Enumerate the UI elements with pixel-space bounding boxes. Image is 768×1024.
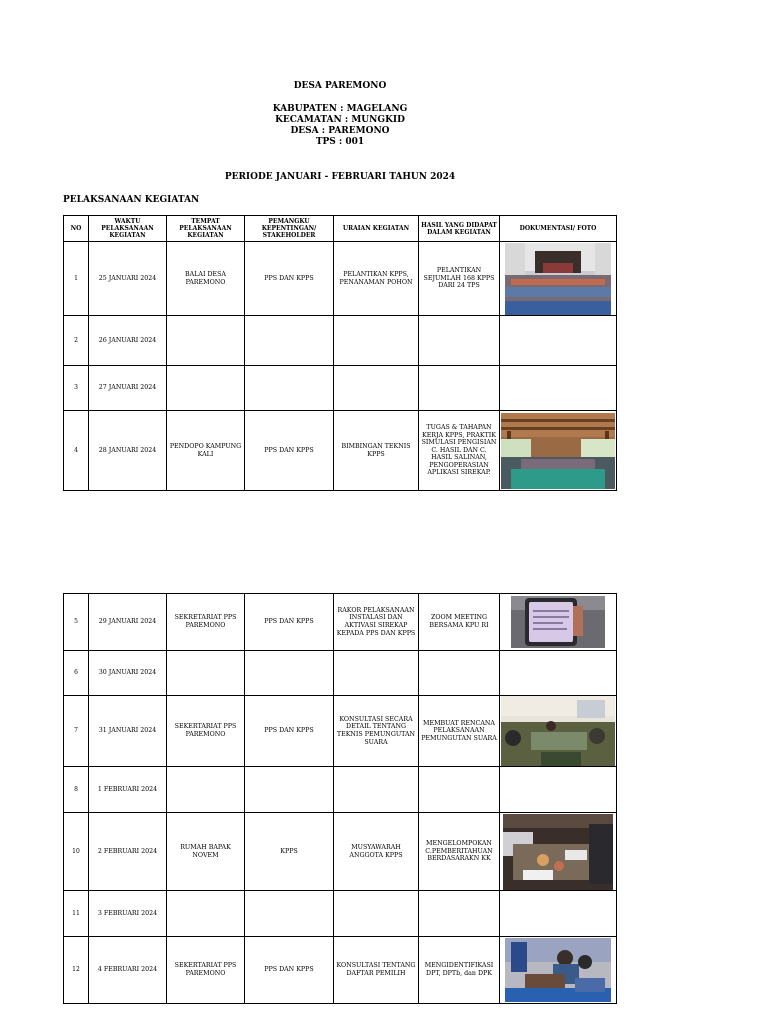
row-photo-cell — [500, 696, 617, 767]
row-uraian: BIMBINGAN TEKNIS KPPS — [334, 411, 419, 491]
row-hasil — [419, 767, 500, 813]
row-photo-cell — [500, 813, 617, 891]
row-no: 8 — [64, 767, 89, 813]
row-waktu: 28 JANUARI 2024 — [89, 411, 167, 491]
row-pemangku — [245, 767, 334, 813]
row-photo-cell — [500, 316, 617, 366]
row-hasil — [419, 316, 500, 366]
col-header-hasil: HASIL YANG DIDAPAT DALAM KEGIATAN — [419, 216, 500, 242]
row-no: 7 — [64, 696, 89, 767]
row-pemangku: KPPS — [245, 813, 334, 891]
row-uraian — [334, 316, 419, 366]
row-waktu: 4 FEBRUARI 2024 — [89, 937, 167, 1004]
row-uraian: RAKOR PELAKSANAAN INSTALASI DAN AKTIVASI SIREKAP KEPADA PPS DAN KPPS — [334, 594, 419, 651]
row-pemangku: PPS DAN KPPS — [245, 937, 334, 1004]
row-tempat: SEKERTARIAT PPS PAREMONO — [167, 937, 245, 1004]
row-no: 12 — [64, 937, 89, 1004]
row-hasil — [419, 651, 500, 696]
row-pemangku: PPS DAN KPPS — [245, 242, 334, 316]
table-row — [64, 242, 617, 316]
row-tempat — [167, 316, 245, 366]
row-waktu: 1 FEBRUARI 2024 — [89, 767, 167, 813]
table-row — [64, 891, 617, 937]
row-pemangku — [245, 316, 334, 366]
row-photo-cell — [500, 242, 617, 316]
row-photo-cell — [500, 891, 617, 937]
row-hasil: MEMBUAT RENCANA PELAKSANAAN PEMUNGUTAN SUARA — [419, 696, 500, 767]
table-row — [64, 594, 617, 651]
row-no: 2 — [64, 316, 89, 366]
row-uraian — [334, 891, 419, 937]
document-title: DESA PAREMONO — [293, 81, 387, 91]
section-label: PELAKSANAAN KEGIATAN — [63, 195, 200, 205]
row-waktu: 29 JANUARI 2024 — [89, 594, 167, 651]
row-tempat: BALAI DESA PAREMONO — [167, 242, 245, 316]
photo-daftar-pemilih — [505, 938, 611, 1002]
photo-pelantikan — [505, 243, 611, 315]
photo-bimtek — [501, 413, 615, 489]
table-row — [64, 813, 617, 891]
row-pemangku — [245, 366, 334, 411]
row-pemangku — [245, 651, 334, 696]
row-no: 4 — [64, 411, 89, 491]
row-hasil: PELANTIKAN SEJUMLAH 168 KPPS DARI 24 TPS — [419, 242, 500, 316]
row-photo-cell — [500, 767, 617, 813]
row-tempat — [167, 366, 245, 411]
desa-line: DESA : PAREMONO — [290, 126, 390, 136]
row-uraian: MUSYAWARAH ANGGOTA KPPS — [334, 813, 419, 891]
col-header-waktu: WAKTU PELAKSANAAN KEGIATAN — [89, 216, 167, 242]
row-waktu: 31 JANUARI 2024 — [89, 696, 167, 767]
row-tempat — [167, 651, 245, 696]
row-uraian: KONSULTASI SECARA DETAIL TENTANG TEKNIS PEMUNGUTAN SUARA — [334, 696, 419, 767]
row-hasil — [419, 891, 500, 937]
row-waktu: 3 FEBRUARI 2024 — [89, 891, 167, 937]
row-no: 11 — [64, 891, 89, 937]
row-hasil — [419, 366, 500, 411]
row-waktu: 25 JANUARI 2024 — [89, 242, 167, 316]
table-row — [64, 411, 617, 491]
row-no: 1 — [64, 242, 89, 316]
table-row — [64, 696, 617, 767]
row-photo-cell — [500, 366, 617, 411]
row-tempat: SEKERTARIAT PPS PAREMONO — [167, 696, 245, 767]
table-row — [64, 937, 617, 1004]
row-photo-cell — [500, 411, 617, 491]
tps-line: TPS : 001 — [315, 137, 365, 147]
row-hasil: ZOOM MEETING BERSAMA KPU RI — [419, 594, 500, 651]
table-row — [64, 767, 617, 813]
row-photo-cell — [500, 937, 617, 1004]
row-pemangku: PPS DAN KPPS — [245, 411, 334, 491]
row-photo-cell — [500, 594, 617, 651]
row-hasil: TUGAS & TAHAPAN KERJA KPPS, PRAKTIK SIMULASI PENGISIAN C. HASIL DAN C. HASIL SALINAN, PENGOPERASIAN APLIKASI SIREKAP. — [419, 411, 500, 491]
row-pemangku: PPS DAN KPPS — [245, 594, 334, 651]
row-uraian — [334, 767, 419, 813]
col-header-no: NO — [64, 216, 89, 242]
kecamatan-line: KECAMATAN : MUNGKID — [275, 115, 405, 125]
row-waktu: 27 JANUARI 2024 — [89, 366, 167, 411]
col-header-dokumentasi: DOKUMENTASI/ FOTO — [500, 216, 617, 242]
periode-line: PERIODE JANUARI - FEBRUARI TAHUN 2024 — [224, 172, 456, 182]
col-header-pemangku: PEMANGKU KEPENTINGAN/ STAKEHOLDER — [245, 216, 334, 242]
col-header-tempat: TEMPAT PELAKSANAAN KEGIATAN — [167, 216, 245, 242]
kabupaten-line: KABUPATEN : MAGELANG — [272, 104, 408, 114]
row-pemangku: PPS DAN KPPS — [245, 696, 334, 767]
row-tempat — [167, 767, 245, 813]
row-uraian: PELANTIKAN KPPS, PENANAMAN POHON — [334, 242, 419, 316]
col-header-uraian: URAIAN KEGIATAN — [334, 216, 419, 242]
row-no: 6 — [64, 651, 89, 696]
row-hasil: MENGIDENTIFIKASI DPT, DPTb, dan DPK — [419, 937, 500, 1004]
row-waktu: 30 JANUARI 2024 — [89, 651, 167, 696]
row-no: 10 — [64, 813, 89, 891]
row-hasil: MENGELOMPOKAN C.PEMBERITAHUAN BERDASARAKN KK — [419, 813, 500, 891]
row-tempat: PENDOPO KAMPUNG KALI — [167, 411, 245, 491]
row-tempat: RUMAH BAPAK NOVEM — [167, 813, 245, 891]
photo-konsultasi — [501, 696, 615, 766]
row-uraian: KONSULTASI TENTANG DAFTAR PEMILIH — [334, 937, 419, 1004]
row-waktu: 2 FEBRUARI 2024 — [89, 813, 167, 891]
table-row — [64, 651, 617, 696]
row-uraian — [334, 651, 419, 696]
row-tempat — [167, 891, 245, 937]
row-photo-cell — [500, 651, 617, 696]
row-tempat: SEKRETARIAT PPS PAREMONO — [167, 594, 245, 651]
row-uraian — [334, 366, 419, 411]
table-header-row — [64, 216, 617, 242]
row-no: 3 — [64, 366, 89, 411]
row-waktu: 26 JANUARI 2024 — [89, 316, 167, 366]
activity-table-page-1 — [63, 215, 617, 491]
row-pemangku — [245, 891, 334, 937]
activity-table-page-2 — [63, 593, 617, 1004]
photo-musyawarah — [503, 814, 613, 890]
table-row — [64, 316, 617, 366]
row-no: 5 — [64, 594, 89, 651]
table-row — [64, 366, 617, 411]
photo-zoom-meeting — [511, 596, 605, 648]
